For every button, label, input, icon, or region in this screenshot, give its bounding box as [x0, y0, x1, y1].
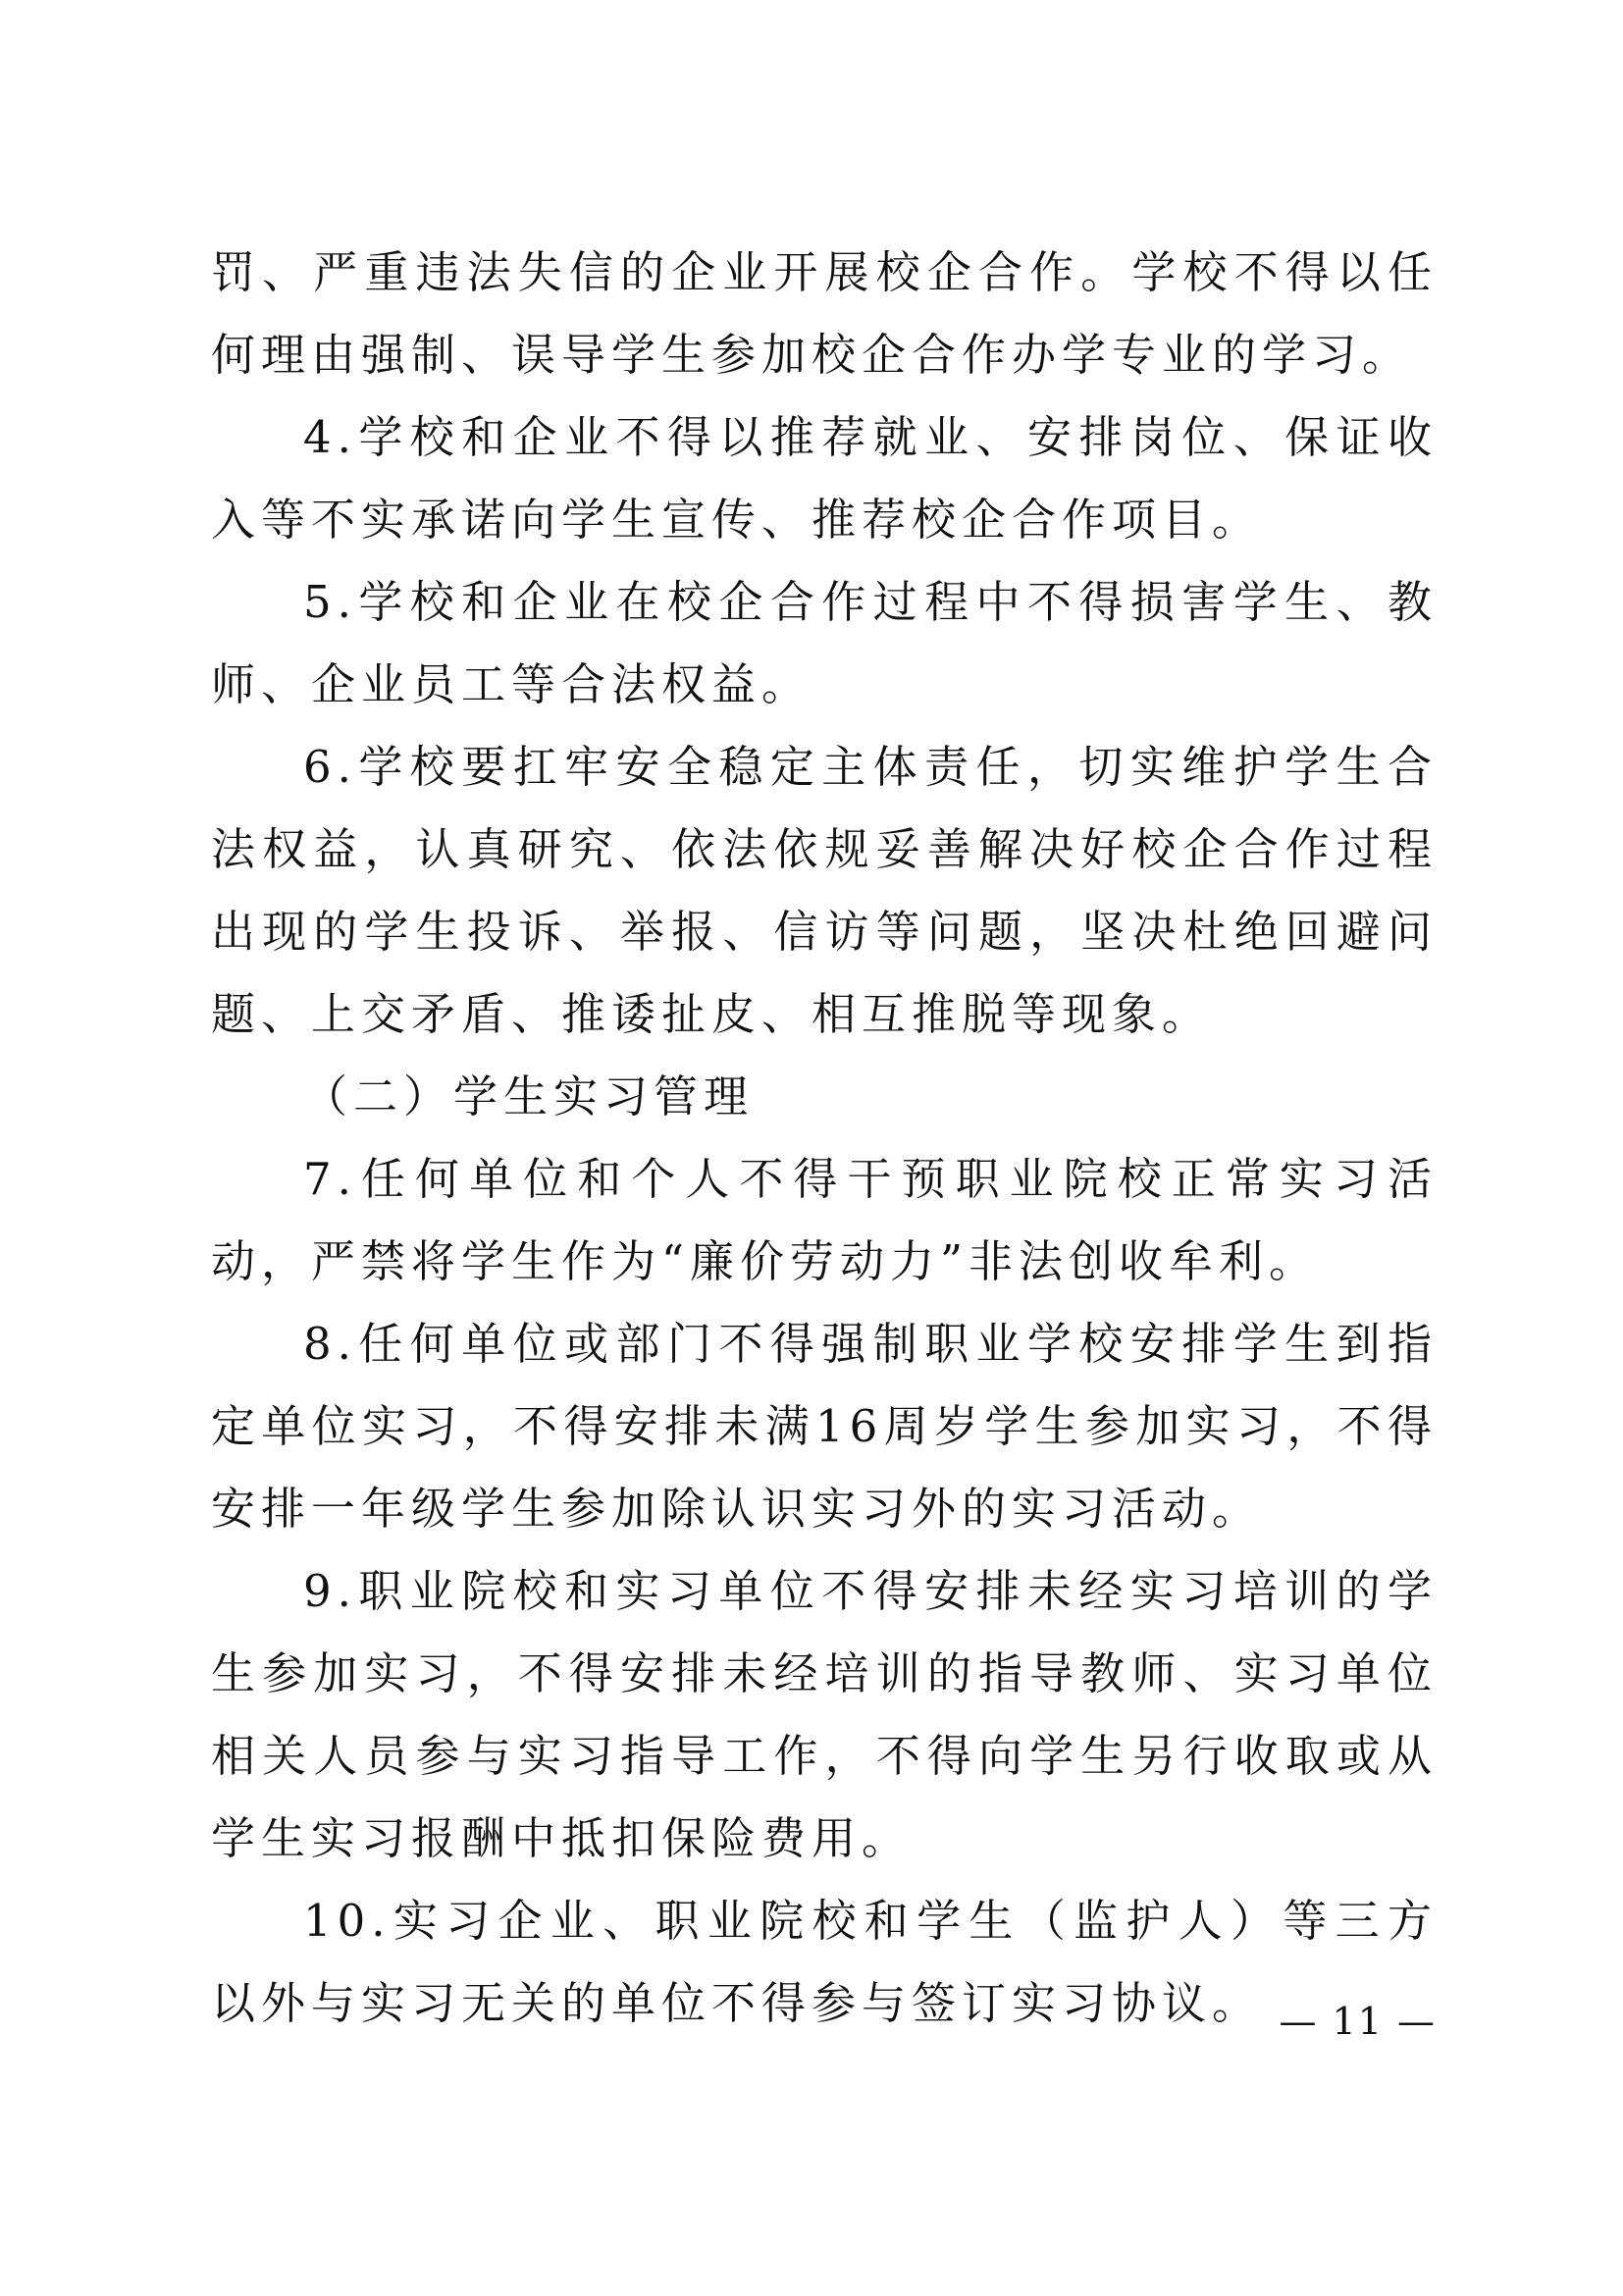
- paragraph-item-8: 8.任何单位或部门不得强制职业学校安排学生到指定单位实习，不得安排未满16周岁学生参加实习，不得安排一年级学生参加除认识实习外的实习活动。: [211, 1318, 1438, 1535]
- paragraph-item-6: 6.学校要扛牢安全稳定主体责任，切实维护学生合法权益，认真研究、依法依规妥善解决好校企合作过程出现的学生投诉、举报、信访等问题，坚决杜绝回避问题、上交矛盾、推诿扯皮、相互推脱等现象。: [211, 741, 1438, 1040]
- paragraph-item-5: 5.学校和企业在校企合作过程中不得损害学生、教师、企业员工等合法权益。: [211, 576, 1438, 710]
- paragraph-item-4: 4.学校和企业不得以推荐就业、安排岗位、保证收入等不实承诺向学生宣传、推荐校企合作项目。: [211, 411, 1438, 546]
- paragraph-item-10: 10.实习企业、职业院校和学生（监护人）等三方以外与实习无关的单位不得参与签订实习协议。: [211, 1895, 1438, 2029]
- page-number: — 11 —: [1279, 2000, 1437, 2043]
- paragraph-item-7: 7.任何单位和个人不得干预职业院校正常实习活动，严禁将学生作为“廉价劳动力”非法创收牟利。: [211, 1153, 1438, 1287]
- paragraph-continuation: 罚、严重违法失信的企业开展校企合作。学校不得以任何理由强制、误导学生参加校企合作办学专业的学习。: [211, 246, 1438, 381]
- document-body: [211, 232, 1438, 2045]
- section-heading-internship: （二）学生实习管理: [303, 1070, 755, 1122]
- paragraph-item-9: 9.职业院校和实习单位不得安排未经实习培训的学生参加实习，不得安排未经培训的指导教师、实习单位相关人员参与实习指导工作，不得向学生另行收取或从学生实习报酬中抵扣保险费用。: [211, 1565, 1438, 1864]
